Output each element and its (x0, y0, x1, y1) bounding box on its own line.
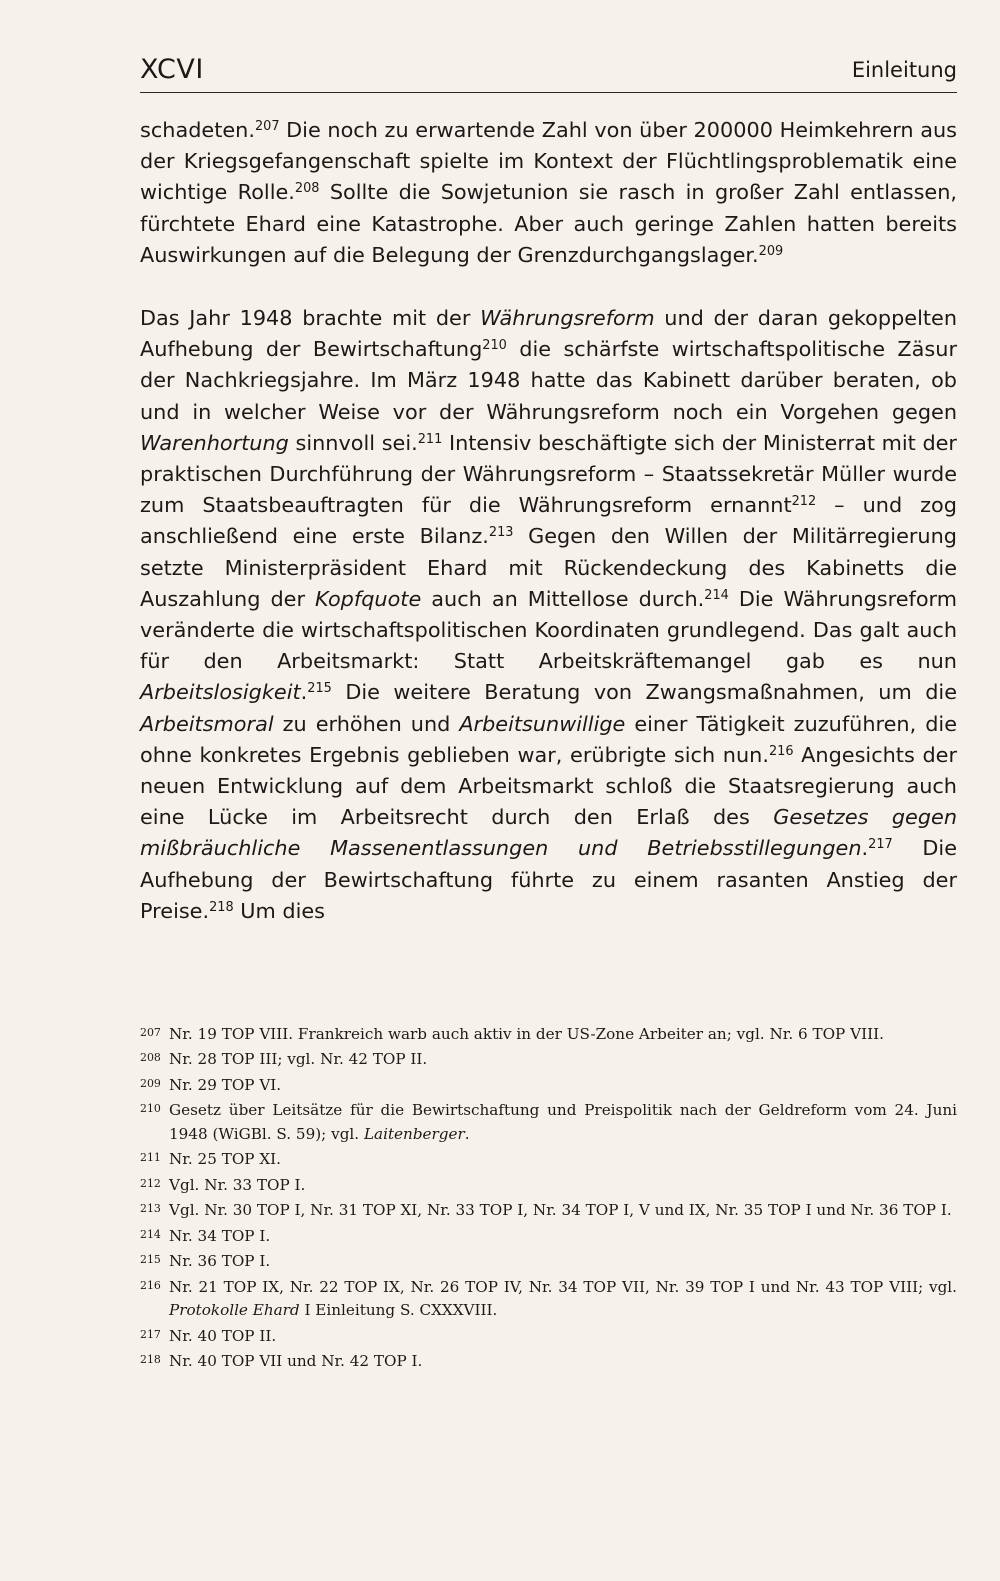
paragraph-1 (140, 115, 957, 271)
text-run: Nr. 29 TOP VI. (169, 1076, 282, 1094)
text-run: sinnvoll sei. (288, 430, 418, 455)
footnote-209 (140, 1072, 957, 1097)
text-run: Um dies (233, 898, 325, 923)
text-run: . (300, 680, 308, 705)
text-run: die schärfste wirtschaftspolitische Zäsur der Nachkriegsjahre. Im März 1948 hatte das Kabinett darüber beraten, ob und in welcher Weise vor der Währungsreform noch ein Vorgehen gegen (140, 337, 957, 424)
footnote-number: 216 (140, 1278, 161, 1292)
text-run: Sollte die Sowjetunion sie rasch in großer Zahl entlassen, fürchtete Ehard eine Katastrophe. Aber auch geringe Zahlen hatten bereits Auswirkungen auf die Belegung der Grenzdurchgangslager. (140, 180, 957, 267)
text-run: Gesetz über Leitsätze für die Bewirtschaftung und Preispolitik nach der Geldreform vom 24. Juni 1948 (WiGBl. S. 59); vgl. (169, 1101, 957, 1143)
footnote-215 (140, 1248, 957, 1273)
footnote-210 (140, 1097, 957, 1146)
text-run: Nr. 19 TOP VIII. Frankreich warb auch aktiv in der US-Zone Arbeiter an; vgl. Nr. 6 TOP VIII. (169, 1025, 884, 1044)
footnote-207 (140, 1021, 957, 1046)
footnote-number: 208 (140, 1051, 161, 1065)
italic-term: Laitenberger (363, 1124, 465, 1143)
text-run: Intensiv beschäftigte sich der Ministerrat mit der praktischen Durchführung der Währungsreform – Staatssekretär Müller wurde zum Staatsbeauftragten für die Währungsreform ernannt (140, 430, 957, 518)
text-run: Die noch zu erwartende Zahl von über 200000 Heimkehrern aus der Kriegsgefangenschaft spielte im Kontext der Flüchtlingsproblematik eine wichtige Rolle. (140, 118, 957, 205)
text-run: auch an Mittellose durch. (421, 586, 705, 611)
footnote-reference[interactable]: 213 (488, 525, 514, 541)
footnote-reference[interactable]: 216 (768, 743, 794, 759)
footnote-number: 213 (140, 1202, 161, 1216)
italic-term: Arbeitsmoral (140, 711, 274, 736)
footnote-reference[interactable]: 215 (307, 681, 332, 697)
text-run: und der daran gekoppelten Aufhebung der Bewirtschaftung (140, 306, 957, 362)
footnote-number: 217 (140, 1327, 161, 1341)
italic-term: Kopfquote (315, 586, 422, 611)
text-run: Nr. 28 TOP III; vgl. Nr. 42 TOP II. (169, 1050, 428, 1069)
text-run: Nr. 34 TOP I. (169, 1226, 271, 1245)
footnote-218 (140, 1348, 957, 1373)
footnote-reference[interactable]: 210 (482, 338, 507, 354)
footnote-number: 209 (140, 1076, 161, 1090)
text-run: – und zog anschließend eine erste Bilanz. (140, 493, 957, 549)
footnote-212 (140, 1172, 957, 1197)
footnote-reference[interactable]: 212 (791, 494, 817, 510)
footnote-216 (140, 1274, 957, 1323)
text-run: Nr. 36 TOP I. (169, 1252, 271, 1271)
text-run: Die Aufhebung der Bewirtschaftung führte zu einem rasanten Anstieg der Preise. (140, 836, 957, 923)
text-run: Die Währungsreform veränderte die wirtschaftspolitischen Koordinaten grundlegend. Das galt auch für den Arbeitsmarkt: Statt Arbeitskräftemangel gab es nun (140, 586, 957, 674)
footnote-reference[interactable]: 217 (868, 837, 893, 853)
text-run: Die weitere Beratung von Zwangsmaßnahmen, um die (331, 680, 957, 705)
footnote-number: 210 (140, 1102, 161, 1116)
text-run: Nr. 25 TOP XI. (169, 1150, 281, 1169)
italic-term: Warenhortung (140, 430, 289, 455)
footnote-list (140, 1021, 957, 1373)
footnote-217 (140, 1323, 957, 1348)
text-run: . (861, 836, 869, 861)
footnote-number: 212 (140, 1176, 161, 1190)
footnote-reference[interactable]: 209 (758, 243, 784, 259)
text-run: Vgl. Nr. 33 TOP I. (169, 1175, 306, 1194)
footnote-reference[interactable]: 207 (254, 118, 280, 134)
text-run: . (464, 1124, 470, 1143)
footnote-reference[interactable]: 208 (294, 181, 320, 197)
text-run: einer Tätigkeit zuzuführen, die ohne konkretes Ergebnis geblieben war, erübrigte sich nun. (140, 711, 957, 767)
footnote-reference[interactable]: 211 (417, 431, 443, 447)
footnote-number: 218 (140, 1352, 161, 1366)
text-run: I Einleitung S. CXXXVIII. (299, 1301, 498, 1320)
text-run: zu erhöhen und (273, 711, 460, 736)
footnote-211 (140, 1146, 957, 1171)
italic-term: Währungsreform (480, 306, 655, 330)
italic-term: Protokolle Ehard (169, 1301, 300, 1320)
footnote-number: 214 (140, 1227, 161, 1241)
text-run: Nr. 21 TOP IX, Nr. 22 TOP IX, Nr. 26 TOP IV, Nr. 34 TOP VII, Nr. 39 TOP I und Nr. 43 TOP VIII; vgl. (169, 1277, 957, 1296)
paragraph-2 (140, 303, 957, 927)
section-title: Einleitung (851, 58, 957, 82)
footnote-208 (140, 1046, 957, 1071)
footnote-reference[interactable]: 218 (209, 899, 234, 915)
text-run: Vgl. Nr. 30 TOP I, Nr. 31 TOP XI, Nr. 33 TOP I, Nr. 34 TOP I, V und IX, Nr. 35 TOP I und Nr. 36 TOP I. (169, 1201, 952, 1220)
text-run: Das Jahr 1948 brachte mit der (140, 306, 481, 330)
footnote-214 (140, 1223, 957, 1248)
footnote-reference[interactable]: 214 (704, 587, 729, 603)
footnote-number: 211 (140, 1151, 161, 1165)
page-number: XCVI (140, 54, 204, 85)
text-run: Angesichts der neuen Entwicklung auf dem Arbeitsmarkt schloß die Staatsregierung auch eine Lücke im Arbeitsrecht durch den Erlaß des (140, 742, 957, 830)
italic-term: Gesetzes gegen mißbräuchliche Massenentlassungen und Betriebsstillegungen (140, 805, 958, 861)
text-run: Gegen den Willen der Militärregierung setzte Ministerpräsident Ehard mit Rückendeckung des Kabinetts die Auszahlung der (140, 524, 957, 611)
italic-term: Arbeitslosigkeit (140, 680, 301, 705)
running-header (140, 52, 957, 93)
text-run: schadeten. (140, 118, 255, 142)
footnote-213 (140, 1197, 957, 1222)
italic-term: Arbeitsunwillige (459, 711, 626, 736)
text-run: Nr. 40 TOP II. (169, 1326, 277, 1345)
footnote-number: 215 (140, 1253, 161, 1267)
footnote-number: 207 (140, 1026, 161, 1039)
text-run: Nr. 40 TOP VII und Nr. 42 TOP I. (169, 1352, 423, 1371)
